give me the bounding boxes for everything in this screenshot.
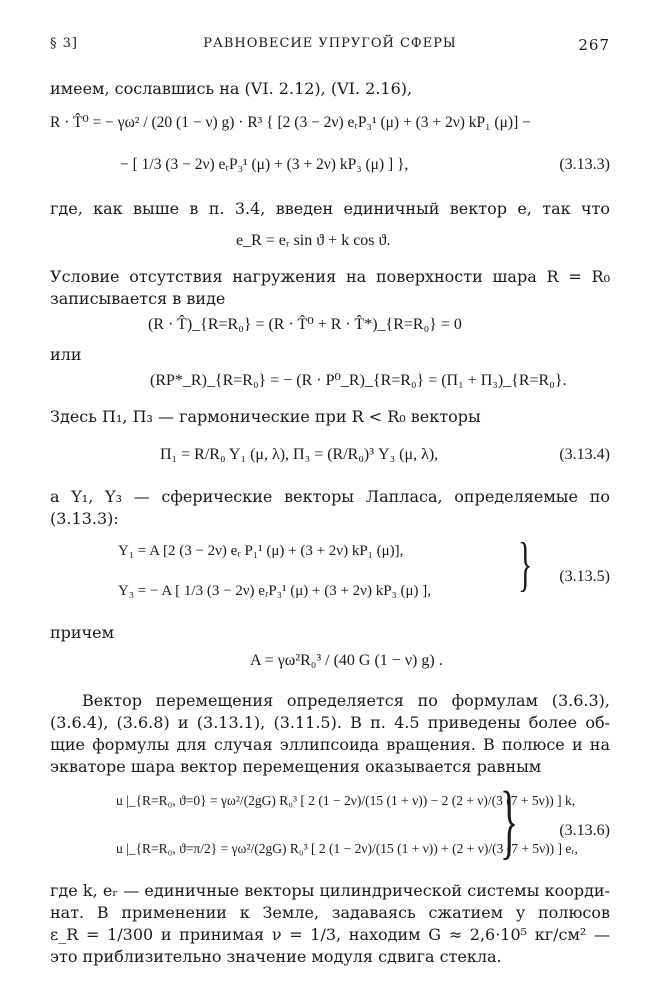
text-line: или xyxy=(50,345,82,364)
equation-A: A = γω²R₀³ / (40 G (1 − ν) g) . xyxy=(250,652,443,669)
equation-3-13-3-line2: − [ 1/3 (3 − 2ν) eᵣP₃¹ (μ) + (3 + 2ν) kP₃ (μ) ] }, xyxy=(120,156,409,173)
text-line: (3.6.4), (3.6.8) и (3.13.1), (3.11.5). В п. 4.5 приведены более об- xyxy=(50,713,610,732)
text-line: это приблизительно значение модуля сдвига стекла. xyxy=(50,947,502,966)
text-line: где, как выше в п. 3.4, введен единичный вектор e, так что xyxy=(50,199,610,218)
text-line: записывается в виде xyxy=(50,289,226,308)
equation-3-13-6-line1: u |_{R=R₀, ϑ=0} = γω²/(2gG) R₀³ [ 2 (1 − 2ν)/(15 (1 + ν)) − 2 (2 + ν)/(3 (7 + 5ν)) ] k, xyxy=(116,793,576,808)
running-title: РАВНОВЕСИЕ УПРУГОЙ СФЕРЫ xyxy=(203,36,457,51)
equation-eR: e_R = eᵣ sin ϑ + k cos ϑ. xyxy=(236,232,391,249)
equation-3-13-5-line1: Y₁ = A [2 (3 − 2ν) eᵣ P₁¹ (μ) + (3 + 2ν) kP₁ (μ)], xyxy=(118,543,404,559)
text-line: имеем, сославшись на (VI. 2.12), (VI. 2.16), xyxy=(50,79,413,98)
text-line: нат. В применении к Земле, задаваясь сжатием у полюсов xyxy=(50,903,610,922)
page-number: 267 xyxy=(578,36,610,54)
text-line: Вектор перемещения определяется по формулам (3.6.3), xyxy=(82,691,610,710)
equation-number: (3.13.6) xyxy=(559,822,610,839)
text-line: Условие отсутствия нагружения на поверхности шара R = R₀ xyxy=(50,267,610,286)
right-brace: } xyxy=(500,775,519,868)
text-line: причем xyxy=(50,623,115,642)
section-mark: § 3] xyxy=(50,36,78,51)
text-line: Здесь Π₁, Π₃ — гармонические при R < R₀ векторы xyxy=(50,407,481,426)
equation-3-13-6-line2: u |_{R=R₀, ϑ=π/2} = γω²/(2gG) R₀³ [ 2 (1 − 2ν)/(15 (1 + ν)) + (2 + ν)/(3 (7 + 5ν)) ] eᵣ, xyxy=(116,841,578,856)
text-line: ε_R = 1/300 и принимая ν = 1/3, находим G ≈ 2,6·10⁵ кг/см² — xyxy=(50,925,610,944)
equation-3-13-3-line1: R · T̂⁰ = − γω² / (20 (1 − ν) g) · R³ { [2 (3 − 2ν) eᵣP₃¹ (μ) + (3 + 2ν) kP₁ (μ)] − xyxy=(50,114,531,131)
equation-number: (3.13.3) xyxy=(559,156,610,173)
equation-boundary-1: (R · T̂)_{R=R₀} = (R · T̂⁰ + R · T̂*)_{R=R₀} = 0 xyxy=(148,316,462,333)
equation-3-13-4: Π₁ = R/R₀ Y₁ (μ, λ), Π₃ = (R/R₀)³ Y₃ (μ, λ), xyxy=(160,446,439,463)
text-line: экваторе шара вектор перемещения оказывается равным xyxy=(50,757,542,776)
equation-number: (3.13.5) xyxy=(559,568,610,585)
text-line: (3.13.3): xyxy=(50,509,119,528)
equation-boundary-2: (RP*_R)_{R=R₀} = − (R · P⁰_R)_{R=R₀} = (Π₁ + Π₃)_{R=R₀}. xyxy=(150,372,567,389)
text-line: где k, eᵣ — единичные векторы цилиндрической системы коорди- xyxy=(50,881,610,900)
text-line: а Y₁, Y₃ — сферические векторы Лапласа, определяемые по xyxy=(50,487,610,506)
equation-3-13-5-line2: Y₃ = − A [ 1/3 (3 − 2ν) eᵣP₃¹ (μ) + (3 + 2ν) kP₃ (μ) ], xyxy=(118,583,432,599)
equation-number: (3.13.4) xyxy=(559,446,610,463)
text-line: щие формулы для случая эллипсоида вращения. В полюсе и на xyxy=(50,735,610,754)
right-brace: } xyxy=(518,531,533,597)
